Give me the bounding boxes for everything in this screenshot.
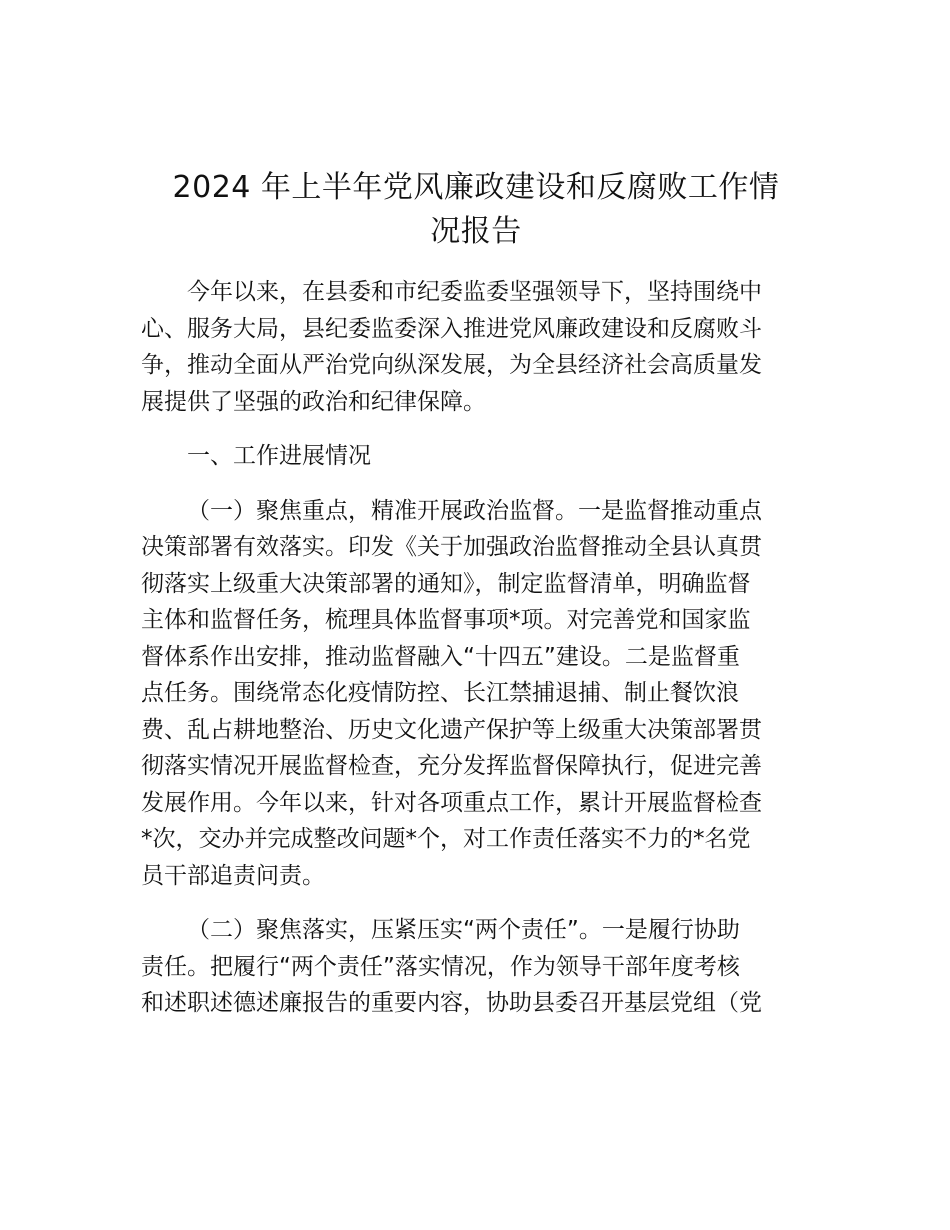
section-paragraph-1 (141, 493, 811, 895)
paragraph-line: （一）聚焦重点，精准开展政治监督。一是监督推动重点 (187, 497, 762, 524)
paragraph-line: 和述职述德述廉报告的重要内容，协助县委召开基层党组（党 (141, 990, 762, 1016)
paragraph-spacer (141, 894, 811, 912)
paragraph-line: （二）聚焦落实，压紧压实“两个责任”。一是履行协助 (187, 917, 740, 943)
paragraph-line: 点任务。围绕常态化疫情防控、长江禁捕退捕、制止餐饮浪 (141, 680, 739, 706)
intro-paragraph (141, 274, 811, 420)
title-line: 况报告 (430, 214, 522, 249)
paragraph-line: 督体系作出安排，推动监督融入“十四五”建设。二是监督重 (141, 643, 740, 670)
paragraph-line: 今年以来，在县委和市纪委监委坚强领导下，坚持围绕中 (187, 279, 762, 305)
paragraph-line: 发展作用。今年以来，针对各项重点工作，累计开展监督检查 (141, 789, 762, 816)
section-heading: 一、工作进展情况 (187, 443, 371, 469)
paragraph-line: 心、服务大局，县纪委监委深入推进党风廉政建设和反腐败斗 (141, 315, 762, 342)
paragraph-spacer (141, 475, 811, 493)
paragraph-line: 费、乱占耕地整治、历史文化遗产保护等上级重大决策部署贯 (141, 716, 762, 743)
document-body (141, 274, 811, 1022)
paragraph-line: 彻落实情况开展监督检查，充分发挥监督保障执行，促进完善 (141, 753, 762, 779)
paragraph-line: 主体和监督任务，梳理具体监督事项*项。对完善党和国家监 (141, 607, 751, 633)
paragraph-line: 彻落实上级重大决策部署的通知》，制定监督清单，明确监督 (141, 570, 751, 597)
paragraph-line: 展提供了坚强的政治和纪律保障。 (141, 388, 486, 415)
title-line: 2024 年上半年党风廉政建设和反腐败工作情 (172, 170, 780, 205)
paragraph-line: 决策部署有效落实。印发《关于加强政治监督推动全县认真贯 (141, 534, 762, 560)
paragraph-line: 员干部追责问责。 (141, 862, 325, 889)
paragraph-line: 责任。把履行“两个责任”落实情况，作为领导干部年度考核 (141, 953, 740, 980)
paragraph-spacer (141, 420, 811, 438)
paragraph-line: 争，推动全面从严治党向纵深发展，为全县经济社会高质量发 (141, 352, 762, 378)
document-content (141, 166, 811, 1022)
section-paragraph-2 (141, 912, 811, 1022)
document-title (141, 166, 811, 254)
paragraph-line: *次，交办并完成整改问题*个，对工作责任落实不力的*名党 (141, 826, 751, 852)
